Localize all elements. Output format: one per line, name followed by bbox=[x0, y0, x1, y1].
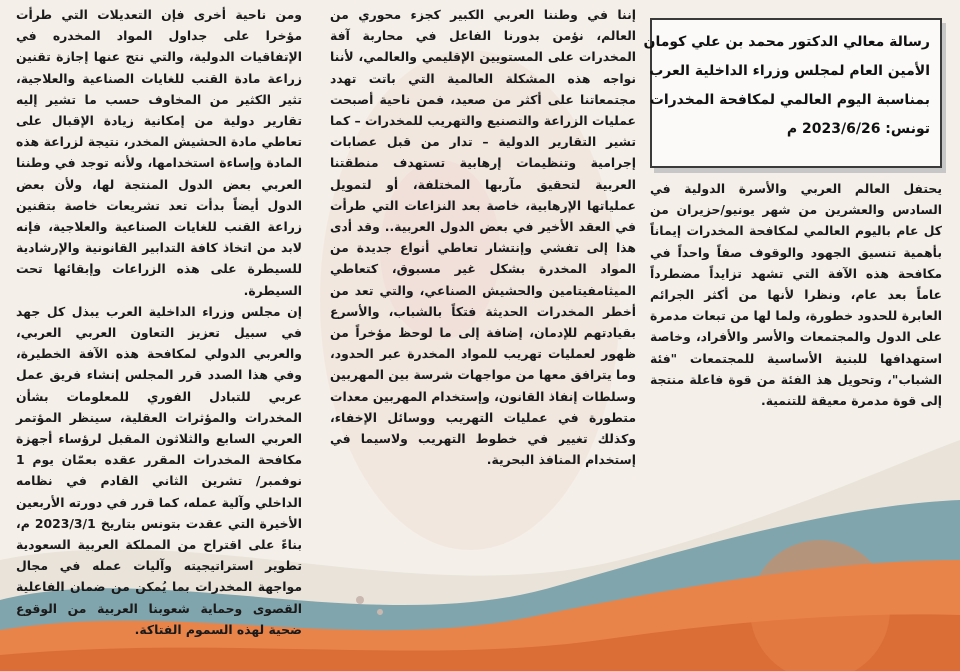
left-paragraph-1: ومن ناحية أخرى فإن التعديلات التي طرأت مؤخرا على جداول المواد المخدره في الإتفاقيات الدولية، والتي نتج عنها إجازة تقنين زراعة مادة القنب للغايات الصناعية والعلاجية، تثير الكثير من المخاوف حسب ما تشير إليه تقارير دولية من إمكانية زيادة الإقبال على تعاطي مادة الحشيش المخدر، نتيجة لزراعة هذه المادة وإساءة استخدامها، ولأنه توجد في وطننا العربي بعض الدول المنتجة لها، ولأن بعض الدول أيضاً بدأت تعد تشريعات خاصة بتقنين زراعة القنب للغايات الصناعية والعلاجية، فإنه لابد من اتخاذ كافة التدابير القانونية والإرشادية للسيطرة على هذه الزراعات وإبقائها تحت السيطرة. bbox=[16, 7, 302, 298]
right-text-column bbox=[650, 178, 942, 411]
middle-text-column bbox=[330, 4, 636, 470]
right-paragraph-1: يحتفل العالم العربي والأسرة الدولية في السادس والعشرين من شهر يونيو/حزيران من كل عام باليوم العالمي لمكافحة المخدرات إيماناً بأهمية تنسيق الجهود والوقوف صفاً واحداً في مكافحة هذه الآفة التي تشهد تزايداً مضطرداً عاماً بعد عام، ونظرا لأنها من أكثر الجرائم العابرة للحدود خطورة، ولما لها من تبعات مدمرة على الدول والمجتمعات والأسر والأفراد، وخاصة استهدافها للبنية الأساسية للمجتمعات "فئة الشباب"، وتحويل هذ الفئة من قوة فاعلة منتجة إلى قوة مدمرة معيقة للتنمية. bbox=[650, 181, 942, 409]
title-box bbox=[643, 18, 942, 168]
title-line-3: بمناسبة اليوم العالمي لمكافحة المخدرات bbox=[649, 92, 930, 108]
title-line-1: رسالة معالي الدكتور محمد بن علي كومان bbox=[643, 34, 930, 50]
title-line-2: الأمين العام لمجلس وزراء الداخلية العرب bbox=[649, 63, 930, 79]
left-paragraph-2: إن مجلس وزراء الداخلية العرب يبذل كل جهد في سبيل تعزيز التعاون العربي العربي، والعربي الدولي لمكافحة هذه الآفة الخطيرة، وفي هذا الصدد قرر المجلس إنشاء فريق عمل عربي للتبادل الفوري للمعلومات بشأن المخدرات والمؤثرات العقلية، سينظر المؤتمر العربي السابع والثلاثون المقبل لرؤساء أجهزة مكافحة المخدرات المقرر عقده بعمّان يوم 1 نوفمبر/ تشرين الثاني القادم في نظامه الداخلي وآلية عمله، كما قرر في دورته الأربعين الأخيرة التي عقدت بتونس بتاريخ 2023/3/1 م، بناءً على اقتراح من المملكة العربية السعودية تطوير استراتيجيته وآليات عمله في مجال مواجهة المخدرات بما يُمكن من ضمان الفاعلية القصوى وحماية شعوبنا العربية من الوقوع ضحية لهذه السموم الفتاكة. bbox=[16, 303, 303, 637]
middle-paragraph-1: إننا في وطننا العربي الكبير كجزء محوري من العالم، نؤمن بدورنا الفاعل في محاربة آفة المخدرات على المستويين الإقليمي والعالمي، لأننا نواجه هذه المشكلة العالمية التي باتت تهدد مجتمعاتنا على أكثر من صعيد، فمن ناحية أصبحت عمليات الزراعة والتصنيع والتهريب للمخدرات – كما تشير التقارير الدولية – تدار من قبل عصابات إجرامية وتنظيمات إرهابية تستهدف منطقتنا العربية لتحقيق مآربها المختلفة، أو لتمويل عملياتها الإرهابية، خاصة بعد النزاعات التي طرأت في العقد الأخير في بعض الدول العربية.. وقد أدى هذا إلى تفشي وإنتشار تعاطي أنواع جديدة من المواد المخدرة بشكل غير مسبوق، كتعاطي الميثامفيتامين والحشيش الصناعي، والتي تعد من أخطر المخدرات الحديثة فتكاً بالشباب، والأسرع بقيادتهم للإدمان، إضافة إلى ما لوحظ مؤخراً من ظهور لعمليات تهريب للمواد المخدرة عبر الحدود، وما يترافق معها من مواجهات شرسة بين المهربين وسلطات إنفاذ القانون، وإستخدام المهربين معدات متطورة في عمليات التهريب ووسائل الإخفاء، وكذلك تغيير في خطوط التهريب ولاسيما في إستخدام المنافذ البحرية. bbox=[330, 7, 636, 468]
left-text-column bbox=[16, 4, 302, 640]
title-line-4: تونس: 2023/6/26 م bbox=[786, 121, 930, 137]
